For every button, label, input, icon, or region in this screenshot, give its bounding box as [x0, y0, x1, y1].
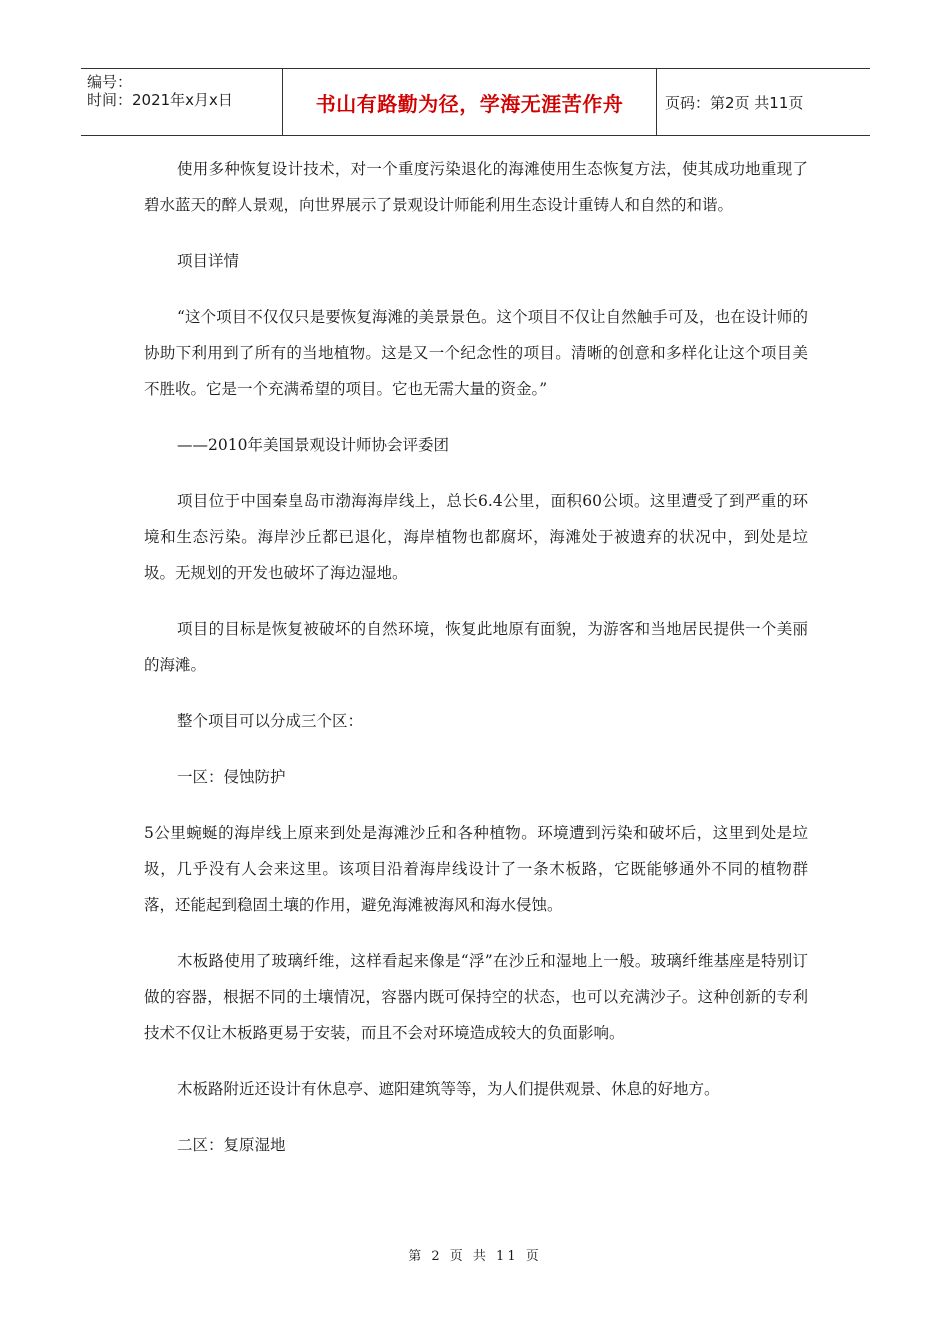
- paragraph: 5公里蜿蜒的海岸线上原来到处是海滩沙丘和各种植物。环境遭到污染和破坏后，这里到处是垃圾，几乎没有人会来这里。该项目沿着海岸线设计了一条木板路，它既能够通外不同的植物群落，还能起到稳固土壤的作用，避免海滩被海风和海水侵蚀。: [144, 824, 808, 914]
- document-body: [144, 151, 808, 1183]
- page-footer: 第 2 页 共 11 页: [408, 1249, 542, 1264]
- paragraph: 项目位于中国秦皇岛市渤海海岸线上，总长6.4公里，面积60公顷。这里遭受了到严重的环境和生态污染。海岸沙丘都已退化，海岸植物也都腐坏，海滩处于被遗弃的状况中，到处是垃圾。无规划的开发也破坏了海边湿地。: [144, 492, 808, 582]
- header-motto-cell: [283, 69, 657, 135]
- header-meta-cell: [81, 69, 283, 135]
- quote-paragraph: “这个项目不仅仅只是要恢复海滩的美景景色。这个项目不仅让自然触手可及，也在设计师的协助下利用到了所有的当地植物。这是又一个纪念性的项目。清晰的创意和多样化让这个项目美不胜收。它是一个充满希望的项目。它也无需大量的资金。”: [144, 308, 808, 398]
- page-label: 页码：第2页 共11页: [665, 93, 804, 112]
- number-label: 编号：: [87, 73, 133, 91]
- paragraph: 使用多种恢复设计技术，对一个重度污染退化的海滩使用生态恢复方法，使其成功地重现了碧水蓝天的醉人景观，向世界展示了景观设计师能利用生态设计重铸人和自然的和谐。: [144, 160, 808, 214]
- section-heading: 二区：复原湿地: [177, 1136, 286, 1154]
- paragraph: 整个项目可以分成三个区：: [177, 712, 364, 730]
- quote-attribution: ——2010年美国景观设计师协会评委团: [177, 436, 449, 454]
- header-table: [81, 68, 870, 136]
- section-heading: 项目详情: [177, 252, 240, 270]
- section-heading: 一区：侵蚀防护: [177, 768, 286, 786]
- motto-text: 书山有路勤为径，学海无涯苦作舟: [315, 91, 624, 116]
- paragraph: 木板路附近还设计有休息亭、遮阳建筑等等，为人们提供观景、休息的好地方。: [177, 1080, 720, 1098]
- date-label: 时间：2021年x月x日: [87, 91, 233, 109]
- paragraph: 木板路使用了玻璃纤维，这样看起来像是“浮”在沙丘和湿地上一般。玻璃纤维基座是特别订做的容器，根据不同的土壤情况，容器内既可保持空的状态，也可以充满沙子。这种创新的专利技术不仅让木板路更易于安装，而且不会对环境造成较大的负面影响。: [144, 952, 808, 1042]
- paragraph: 项目的目标是恢复被破坏的自然环境，恢复此地原有面貌，为游客和当地居民提供一个美丽的海滩。: [144, 620, 808, 674]
- header-page-cell: [657, 69, 870, 135]
